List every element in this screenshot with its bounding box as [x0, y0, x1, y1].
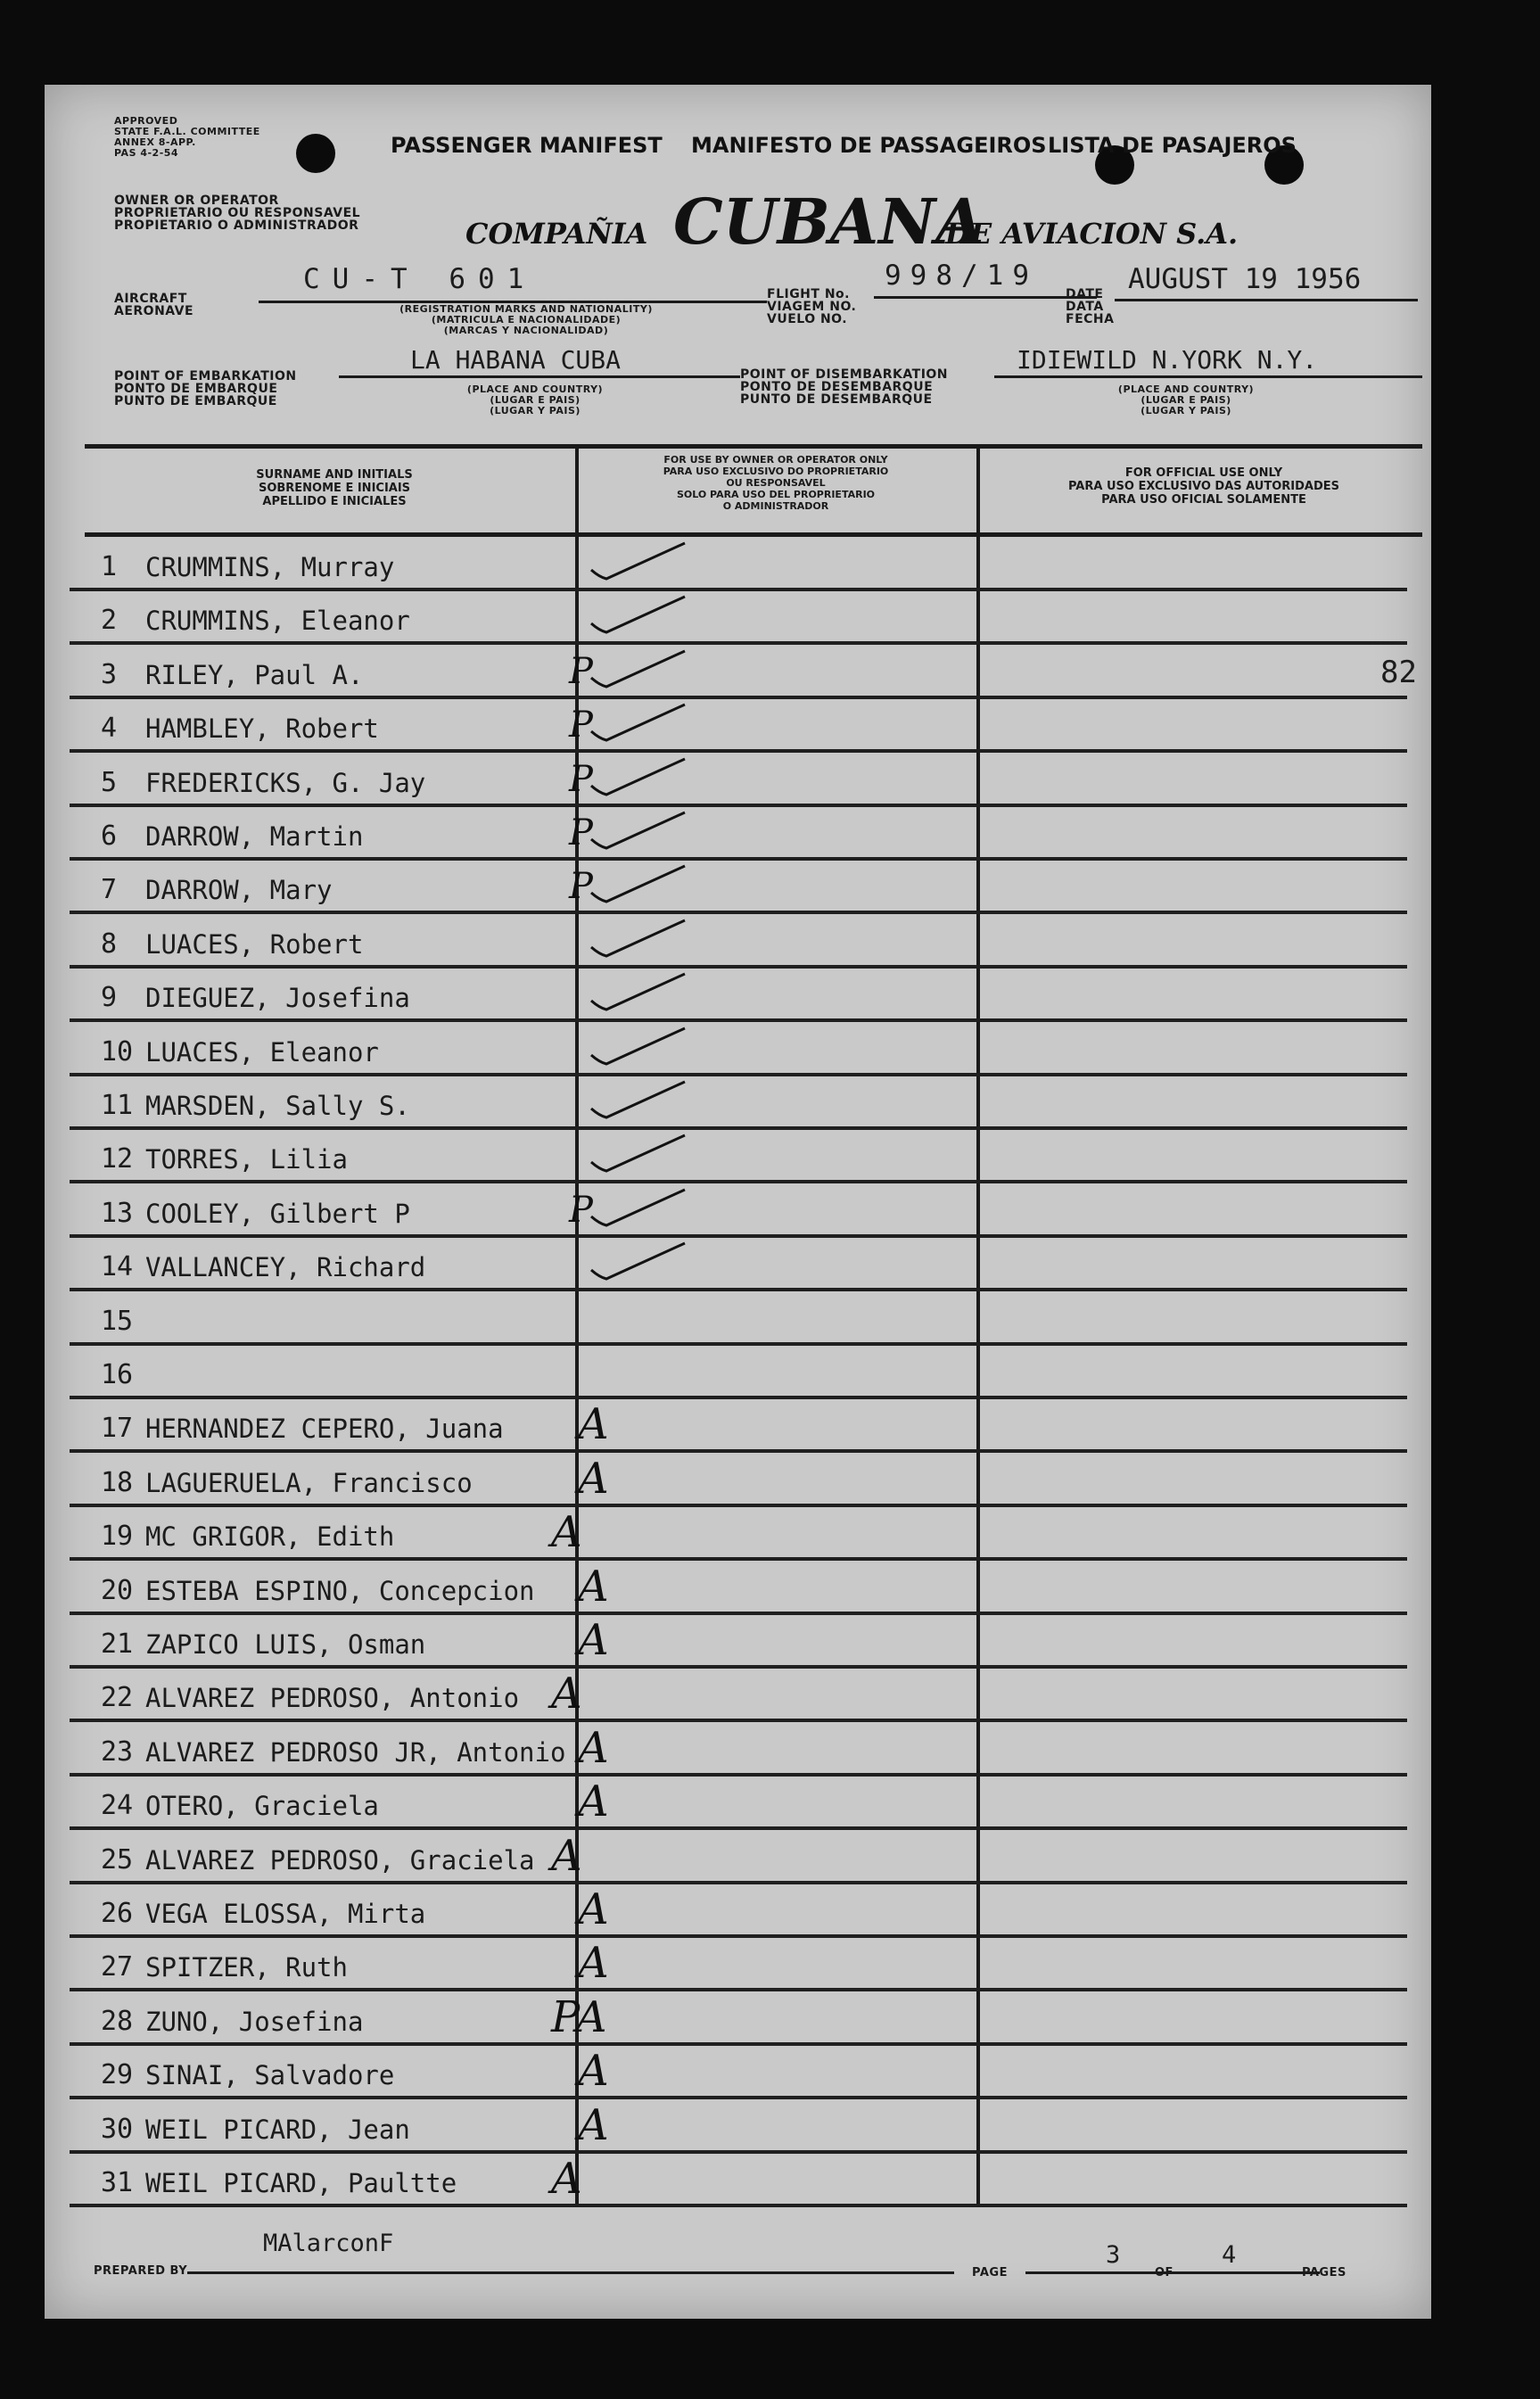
place-sub-line: (LUGAR E PAIS) [490, 394, 581, 406]
passenger-name: OTERO, Graciela [145, 1791, 379, 1822]
table-row [70, 1507, 1425, 1561]
row-number: 16 [101, 1359, 134, 1390]
row-number: 13 [101, 1197, 134, 1229]
approved-line: APPROVED [114, 115, 178, 127]
table-row [70, 1349, 1425, 1399]
row-number: 21 [101, 1628, 134, 1660]
row-rule [70, 1665, 1407, 1669]
a-mark-icon: A [578, 1453, 609, 1504]
disembark-label: PUNTO DE DESEMBARQUE [740, 392, 933, 407]
disembark-underline [994, 375, 1422, 378]
a-mark-icon: A [551, 1507, 582, 1558]
table-row [70, 2154, 1425, 2207]
aircraft-value: CU-T 601 [303, 263, 537, 295]
prepared-underline [187, 2271, 954, 2274]
approved-line: STATE F.A.L. COMMITTEE [114, 126, 260, 137]
row-number: 24 [101, 1790, 134, 1822]
table-row [70, 811, 1425, 861]
table-row [70, 703, 1425, 753]
passenger-name: COOLEY, Gilbert P [145, 1198, 410, 1229]
title-pt: MANIFESTO DE PASSAGEIROS [691, 133, 1047, 158]
date-labels [1066, 288, 1114, 326]
row-number: 27 [101, 1951, 134, 1983]
punch-hole-1 [296, 134, 335, 173]
row-rule [70, 965, 1407, 969]
table-row [70, 1722, 1425, 1777]
column-header-operator [589, 454, 963, 512]
registration-sub-line: (MATRICULA E NACIONALIDADE) [431, 314, 622, 326]
row-rule [70, 1826, 1407, 1830]
passenger-name: LUACES, Robert [145, 928, 364, 960]
row-number: 9 [101, 982, 118, 1014]
p-mark-icon: P [569, 650, 593, 692]
passenger-name: WEIL PICARD, Jean [145, 2114, 410, 2145]
col2-line: PARA USO EXCLUSIVO DO PROPRIETARIO [663, 466, 889, 477]
row-number: 11 [101, 1090, 134, 1121]
row-rule [70, 1719, 1407, 1722]
row-rule [70, 2096, 1407, 2099]
col1-line: SURNAME AND INITIALS [256, 468, 413, 482]
row-number: 12 [101, 1143, 134, 1175]
date-label: FECHA [1066, 312, 1115, 326]
registration-sub [330, 304, 722, 336]
row-number: 22 [101, 1682, 134, 1714]
passenger-name: HERNANDEZ CEPERO, Juana [145, 1414, 504, 1445]
row-number: 28 [101, 2005, 134, 2037]
title-es: LISTA DE PASAJEROS [1048, 133, 1297, 158]
row-rule [70, 2042, 1407, 2046]
row-rule [70, 696, 1407, 699]
row-rule [70, 1612, 1407, 1615]
passenger-name: VALLANCEY, Richard [145, 1252, 426, 1283]
a-mark-icon: A [551, 1830, 582, 1881]
row-rule [70, 911, 1407, 914]
table-row [70, 1296, 1425, 1346]
row-number: 8 [101, 927, 118, 960]
col2-line: OU RESPONSAVEL [726, 477, 826, 489]
passenger-name: SINAI, Salvadore [145, 2060, 395, 2091]
table-row [70, 919, 1425, 969]
row-rule [70, 1934, 1407, 1938]
p-mark-icon: P [569, 866, 593, 908]
row-rule [70, 1881, 1407, 1884]
a-mark-icon: PA [551, 1991, 607, 2042]
row-rule [70, 1557, 1407, 1561]
place-sub-line: (PLACE AND COUNTRY) [1117, 383, 1255, 395]
a-mark-icon: A [578, 1938, 609, 1989]
table-row [70, 972, 1425, 1022]
passenger-name: ZUNO, Josefina [145, 2006, 364, 2037]
table-row [70, 1188, 1425, 1238]
flight-value: 998/19 [885, 260, 1038, 292]
row-number: 17 [101, 1413, 134, 1445]
row-rule [70, 1504, 1407, 1507]
table-row [70, 2099, 1425, 2154]
row-rule [70, 1234, 1407, 1238]
owner-label: PROPIETARIO O ADMINISTRADOR [114, 218, 359, 233]
embark-label: PONTO DE EMBARQUE [114, 382, 278, 396]
owner-label: PROPRIETARIO OU RESPONSAVEL [114, 206, 361, 220]
of-value: 4 [1222, 2241, 1237, 2269]
prepared-by-value: MAlarconF [263, 2230, 394, 2257]
place-sub-line: (PLACE AND COUNTRY) [466, 383, 604, 395]
embark-label: POINT OF EMBARKATION [114, 369, 297, 383]
passenger-name: HAMBLEY, Robert [145, 713, 379, 745]
table-row [70, 1399, 1425, 1453]
place-sub-line: (LUGAR Y PAIS) [1141, 405, 1231, 416]
registration-sub-line: (MARCAS Y NACIONALIDAD) [443, 325, 609, 336]
table-row [70, 757, 1425, 807]
row-rule [70, 804, 1407, 807]
passenger-name: RILEY, Paul A. [145, 659, 364, 690]
embark-place-sub [428, 384, 642, 416]
owner-labels [114, 194, 360, 232]
a-mark-icon: A [578, 2046, 609, 2097]
row-number: 20 [101, 1574, 134, 1606]
row-rule [70, 1073, 1407, 1076]
passenger-name: TORRES, Lilia [145, 1144, 348, 1175]
flight-labels [767, 288, 856, 326]
row-rule [70, 1396, 1407, 1399]
passenger-name: DARROW, Mary [145, 875, 333, 906]
row-number: 3 [101, 658, 118, 690]
disembark-label: POINT OF DISEMBARKATION [740, 367, 949, 382]
table-row [70, 1830, 1425, 1884]
table-row [70, 1669, 1425, 1722]
passenger-name: CRUMMINS, Eleanor [145, 606, 410, 637]
date-label: DATE [1066, 287, 1104, 301]
row-rule [70, 2204, 1407, 2207]
row-number: 26 [101, 1898, 134, 1929]
page-value: 3 [1106, 2241, 1121, 2269]
col3-line: PARA USO EXCLUSIVO DAS AUTORIDADES [1067, 480, 1340, 493]
row-rule [70, 857, 1407, 861]
a-mark-icon: A [578, 1615, 609, 1665]
table-row [70, 1134, 1425, 1183]
a-mark-icon: A [578, 2099, 609, 2150]
row-number: 29 [101, 2059, 134, 2091]
approved-block [114, 116, 260, 159]
table-row [70, 1777, 1425, 1830]
a-mark-icon: A [578, 1399, 609, 1450]
row-rule [70, 641, 1407, 645]
row-number: 15 [101, 1305, 134, 1337]
date-label: DATA [1066, 300, 1104, 314]
p-mark-icon: P [569, 812, 593, 853]
row-number: 1 [101, 551, 118, 582]
row-rule [70, 2150, 1407, 2154]
page-underline [1025, 2271, 1320, 2274]
place-sub-line: (LUGAR Y PAIS) [490, 405, 581, 416]
official-note: 82 [1380, 654, 1417, 690]
table-header-rule [85, 532, 1422, 537]
passenger-name: VEGA ELOSSA, Mirta [145, 1899, 426, 1929]
table-row [70, 1884, 1425, 1938]
passenger-name: ALVAREZ PEDROSO JR, Antonio [145, 1736, 566, 1768]
place-sub-line: (LUGAR E PAIS) [1141, 394, 1231, 406]
passenger-name: CRUMMINS, Murray [145, 552, 395, 582]
row-rule [70, 1342, 1407, 1346]
row-number: 19 [101, 1521, 134, 1553]
date-underline [1115, 299, 1418, 301]
a-mark-icon: A [578, 1722, 609, 1773]
disembark-place-sub [1079, 384, 1293, 416]
flight-label: VUELO NO. [767, 312, 848, 326]
page-label: PAGE [972, 2266, 1008, 2279]
table-row [70, 1991, 1425, 2046]
aircraft-labels [114, 293, 194, 317]
col2-line: FOR USE BY OWNER OR OPERATOR ONLY [663, 454, 888, 466]
row-rule [70, 1180, 1407, 1183]
passenger-name: ALVAREZ PEDROSO, Antonio [145, 1683, 520, 1714]
row-number: 4 [101, 713, 118, 745]
embark-label: PUNTO DE EMBARQUE [114, 394, 277, 408]
manifest-sheet [45, 85, 1431, 2319]
brand-pre: COMPAÑIA [465, 217, 648, 251]
row-number: 5 [101, 766, 118, 798]
approved-line: PAS 4-2-54 [114, 147, 179, 159]
pages-label: PAGES [1302, 2266, 1346, 2279]
passenger-name: FREDERICKS, G. Jay [145, 767, 426, 798]
row-rule [70, 1126, 1407, 1130]
passenger-name: MARSDEN, Sally S. [145, 1091, 410, 1121]
row-number: 31 [101, 2167, 134, 2198]
table-row [70, 2046, 1425, 2099]
row-number: 23 [101, 1735, 134, 1768]
a-mark-icon: A [551, 1669, 582, 1719]
p-mark-icon: P [569, 1189, 593, 1231]
passenger-name: DIEGUEZ, Josefina [145, 983, 410, 1014]
registration-sub-line: (REGISTRATION MARKS AND NATIONALITY) [399, 303, 653, 315]
row-rule [70, 1288, 1407, 1291]
row-number: 14 [101, 1251, 134, 1283]
col1-line: APELLIDO E INICIALES [262, 495, 407, 508]
flight-label: VIAGEM NO. [767, 300, 857, 314]
passenger-name: WEIL PICARD, Paultte [145, 2168, 457, 2198]
row-number: 25 [101, 1843, 134, 1876]
row-number: 18 [101, 1466, 134, 1498]
embark-underline [339, 375, 740, 378]
table-row [70, 1080, 1425, 1130]
table-row [70, 595, 1425, 645]
row-number: 7 [101, 874, 118, 906]
table-row [70, 1938, 1425, 1991]
brand-post: DE AVIACION S.A. [945, 217, 1239, 251]
table-row [70, 1241, 1425, 1291]
row-rule [70, 588, 1407, 591]
p-mark-icon: P [569, 758, 593, 800]
table-row [70, 1026, 1425, 1076]
passenger-name: SPITZER, Ruth [145, 1952, 348, 1983]
row-number: 6 [101, 820, 118, 852]
passenger-name: ESTEBA ESPINO, Concepcion [145, 1575, 535, 1606]
row-rule [70, 1773, 1407, 1777]
col3-line: FOR OFFICIAL USE ONLY [1124, 466, 1283, 480]
table-row [70, 1453, 1425, 1507]
column-header-official [994, 466, 1413, 507]
row-rule [70, 1988, 1407, 1991]
aircraft-label: AERONAVE [114, 304, 194, 318]
table-row [70, 649, 1425, 699]
p-mark-icon: P [569, 705, 593, 746]
row-rule [70, 1018, 1407, 1022]
row-number: 10 [101, 1035, 134, 1068]
table-top-rule [85, 444, 1422, 449]
brand-main: CUBANA [673, 185, 984, 259]
col3-line: PARA USO OFICIAL SOLAMENTE [1101, 493, 1306, 507]
embark-labels [114, 370, 297, 408]
passenger-name: MC GRIGOR, Edith [145, 1521, 395, 1553]
flight-underline [874, 296, 1097, 299]
a-mark-icon: A [578, 1777, 609, 1827]
embark-value: LA HABANA CUBA [410, 345, 622, 375]
col2-line: O ADMINISTRADOR [722, 500, 829, 512]
disembark-value: IDIEWILD N.YORK N.Y. [1017, 345, 1318, 375]
column-header-name [178, 468, 490, 508]
passenger-name: LAGUERUELA, Francisco [145, 1467, 473, 1498]
check-mark-icon [587, 1236, 694, 1298]
row-number: 30 [101, 2113, 134, 2145]
passenger-name: LUACES, Eleanor [145, 1036, 379, 1068]
disembark-label: PONTO DE DESEMBARQUE [740, 380, 934, 394]
row-number: 2 [101, 605, 118, 637]
row-rule [70, 1449, 1407, 1453]
a-mark-icon: A [578, 1884, 609, 1934]
passenger-name: ALVAREZ PEDROSO, Graciela [145, 1844, 535, 1876]
a-mark-icon: A [551, 2154, 582, 2204]
disembark-labels [740, 368, 948, 406]
title-en: PASSENGER MANIFEST [391, 133, 663, 158]
table-row [70, 864, 1425, 914]
approved-line: ANNEX 8-APP. [114, 136, 196, 148]
col2-line: SOLO PARA USO DEL PROPRIETARIO [676, 489, 876, 500]
prepared-by-label: PREPARED BY [94, 2264, 188, 2278]
table-row [70, 1561, 1425, 1615]
passenger-name: ZAPICO LUIS, Osman [145, 1629, 426, 1660]
flight-label: FLIGHT No. [767, 287, 850, 301]
aircraft-label: AIRCRAFT [114, 292, 187, 306]
row-rule [70, 749, 1407, 753]
date-value: AUGUST 19 1956 [1128, 263, 1362, 295]
passenger-name: DARROW, Martin [145, 821, 364, 852]
a-mark-icon: A [578, 1561, 609, 1612]
table-row [70, 1615, 1425, 1669]
table-row [70, 541, 1425, 591]
col1-line: SOBRENOME E INICIAIS [258, 482, 411, 495]
owner-label: OWNER OR OPERATOR [114, 194, 279, 208]
